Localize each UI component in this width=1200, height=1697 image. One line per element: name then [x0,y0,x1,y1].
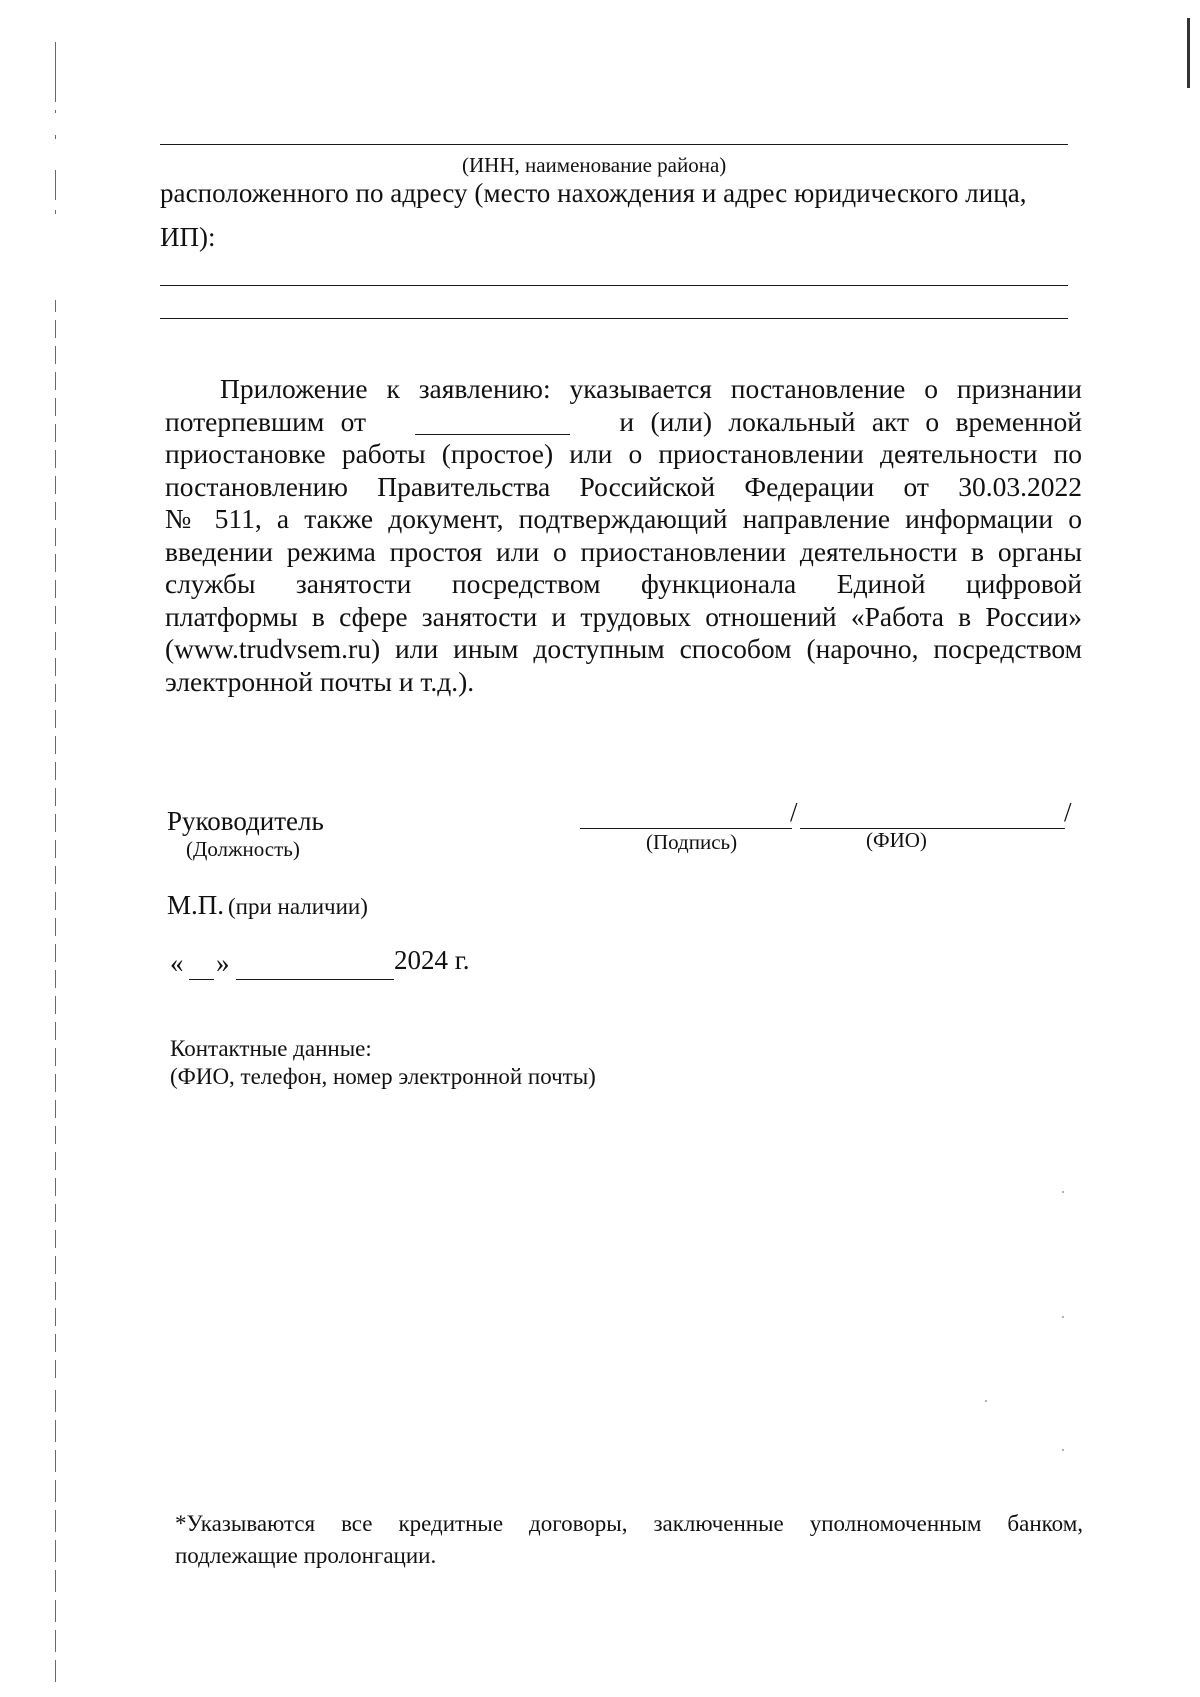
signature-caption: (Подпись) [646,830,738,854]
name-caption: (ФИО) [866,828,927,852]
appendix-line: электронной почты и т.д.). [165,665,475,697]
scan-speck [1062,1449,1064,1451]
date-close-quote: » [216,948,230,978]
appendix-line: службы занятости посредством функционала Единой цифровой [165,568,1082,599]
appendix-line: платформы в сфере занятости и трудовых отношений «Работа в России» [165,600,1082,632]
inn-caption: (ИНН, наименование района) [462,153,727,177]
signature-line [580,828,792,829]
scan-edge-mark [1187,18,1190,88]
stamp-label: М.П. (при наличии) [167,890,368,920]
date-day-blank [189,979,214,980]
scan-margin-mark [55,1390,56,1690]
appendix-line: Приложение к заявлению: указывается постановление о признании [220,373,1082,404]
address-label-line2: ИП): [160,222,216,252]
address-fill-line [160,285,1068,286]
appendix-line: постановлению Правительства Российской Федерации от 30.03.2022 [165,470,1082,502]
date-open-quote: « [170,948,184,978]
stamp-note: (при наличии) [228,894,368,919]
scan-speck [985,1400,987,1402]
appendix-line: (www.trudvsem.ru) или иным доступным способом (нарочно, посредством [165,633,1082,664]
name-slash: / [1064,797,1072,827]
scan-margin-mark [55,135,56,139]
footnote-line2: подлежащие пролонгации. [175,1543,437,1568]
scan-speck [1062,1316,1064,1318]
contacts-hint: (ФИО, телефон, номер электронной почты) [170,1064,596,1089]
victim-date-blank [415,406,570,435]
date-month-blank [236,979,394,980]
director-title: Руководитель [167,806,324,836]
appendix-line: № 511, а также документ, подтверждающий направление информации о [165,503,1082,534]
scan-margin-mark [55,42,56,102]
inn-fill-line [160,144,1068,145]
address-fill-line [160,318,1068,319]
scan-margin-mark [55,210,56,214]
address-label-line1: расположенного по адресу (место нахождения и адрес юридического лица, [160,178,1027,208]
appendix-line: введении режима простоя или о приостановлении деятельности в органы [165,535,1082,567]
name-line [800,828,1065,829]
position-caption: (Должность) [186,837,300,861]
scan-margin-mark [55,300,56,312]
contacts-label: Контактные данные: [170,1036,372,1061]
appendix-line: приостановке работы (простое) или о приостановлении деятельности по [165,438,1082,469]
scan-margin-mark [55,320,56,1380]
appendix-line: потерпевшим от и (или) локальный акт о временной [165,405,1083,437]
appendix-paragraph [165,373,1082,698]
scan-margin-mark [55,170,56,200]
date-year: 2024 г. [394,945,470,975]
signature-slash: / [790,797,798,827]
scan-speck [1062,1191,1064,1193]
scan-margin-mark [55,110,56,113]
footnote-line1: *Указываются все кредитные договоры, заключенные уполномоченным банком, [175,1511,1083,1536]
